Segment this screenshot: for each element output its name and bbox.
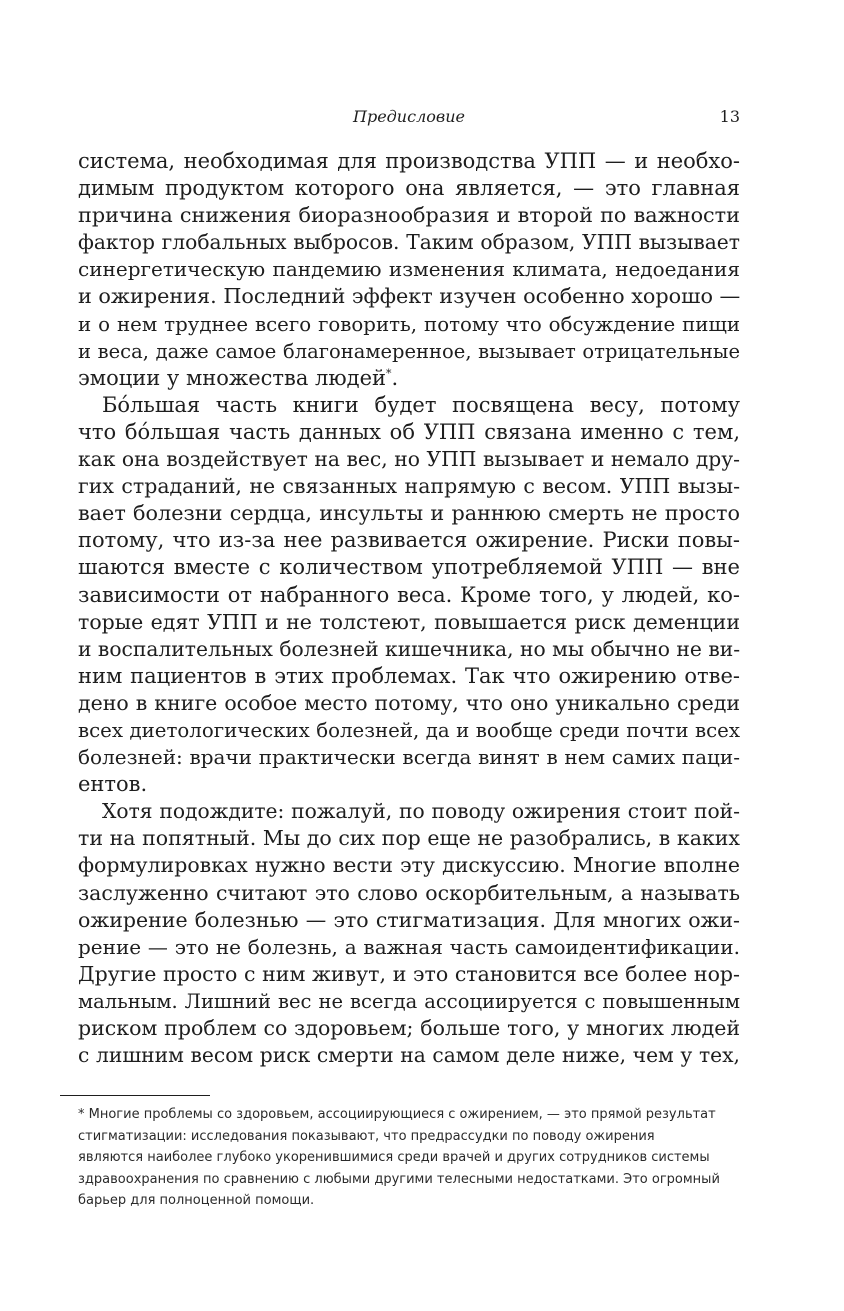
text-line: система, необходимая для производства УПП — и необхо- (78, 149, 740, 173)
text-line: формулировках нужно вести эту дискуссию. Многие вполне (78, 853, 740, 878)
text-line: с лишним весом риск смерти на самом деле ниже, чем у тех, (78, 1043, 740, 1068)
text-line: потому, что из-за нее развивается ожирение. Риски повы- (78, 528, 740, 553)
text-line: дено в книге особое место потому, что оно уникально среди (78, 690, 740, 715)
text-line: гих страданий, не связанных напрямую с весом. УПП вызы- (78, 474, 740, 499)
text-line: причина снижения биоразнообразия и второй по важности (78, 203, 740, 228)
page-number: 13 (719, 107, 740, 126)
text-line: вает болезни сердца, инсульты и раннюю смерть не просто (78, 501, 740, 526)
text-line: что бóльшая часть данных об УПП связана именно с тем, (78, 419, 740, 444)
text-line: ожирение болезнью — это стигматизация. Для многих ожи- (78, 907, 740, 932)
footnote-marker: * (386, 366, 392, 380)
sentence-period: . (391, 365, 399, 390)
paragraph-first-line: Бóльшая часть книги будет посвящена весу, потому (102, 392, 740, 417)
text-line: димым продуктом которого она является, — это главная (78, 176, 740, 201)
text-line: как она воздействует на вес, но УПП вызывает и немало дру- (78, 447, 740, 472)
text-line: всех диетологических болезней, да и вообще среди почти всех (78, 718, 740, 742)
text-line: синергетическую пандемию изменения климата, недоедания (78, 257, 740, 282)
text-line: рение — это не болезнь, а важная часть самоидентификации. (78, 934, 740, 959)
footnote-line: здравоохранения по сравнению с любыми другими телесными недостатками. Это огромный (78, 1171, 720, 1187)
text-line: зависимости от набранного веса. Кроме того, у людей, ко- (78, 582, 740, 607)
text-line: ти на попятный. Мы до сих пор еще не разобрались, в каких (78, 826, 740, 851)
text-line-last: ентов. (78, 772, 148, 797)
body-text (78, 148, 740, 1069)
running-header (78, 104, 740, 130)
footnote-line: * Многие проблемы со здоровьем, ассоциирующиеся с ожирением, — это прямой результат (78, 1107, 716, 1122)
text-line: шаются вместе с количеством употребляемой УПП — вне (78, 555, 740, 580)
text-line: торые едят УПП и не толстеют, повышается риск деменции (78, 609, 740, 634)
text-line: риском проблем со здоровьем; больше того, у многих людей (78, 1016, 740, 1040)
paragraph-first-line: Хотя подождите: пожалуй, по поводу ожирения стоит пой- (102, 799, 740, 824)
text-line: фактор глобальных выбросов. Таким образом, УПП вызывает (78, 230, 740, 255)
text-fragment: эмоции у множества людей (78, 365, 387, 390)
text-line: и о нем труднее всего говорить, потому что обсуждение пищи (78, 312, 740, 336)
text-line: и ожирения. Последний эффект изучен особенно хорошо — (78, 284, 741, 309)
text-line: заслуженно считают это слово оскорбительным, а называть (78, 880, 740, 905)
text-line: Другие просто с ним живут, и это становится все более нор- (78, 961, 740, 986)
text-line: мальным. Лишний вес не всегда ассоциируется с повышенным (78, 989, 740, 1013)
footnote-separator (60, 1095, 210, 1096)
text-line: и воспалительных болезней кишечника, но мы обычно не ви- (78, 636, 741, 661)
text-line-last (78, 365, 740, 392)
text-line: болезней: врачи практически всегда винят в нем самих паци- (78, 745, 740, 770)
running-title: Предисловие (353, 107, 465, 126)
text-line: и веса, даже самое благонамеренное, вызывает отрицательные (78, 339, 740, 363)
footnote-line: барьер для полноценной помощи. (78, 1193, 315, 1209)
footnote-line: стигматизации: исследования показывают, что предрассудки по поводу ожирения (78, 1128, 655, 1144)
footnote-line: являются наиболее глубоко укоренившимися среди врачей и других сотрудников системы (78, 1150, 710, 1166)
text-line: ним пациентов в этих проблемах. Так что ожирению отве- (78, 663, 740, 688)
footnote (78, 1104, 740, 1212)
